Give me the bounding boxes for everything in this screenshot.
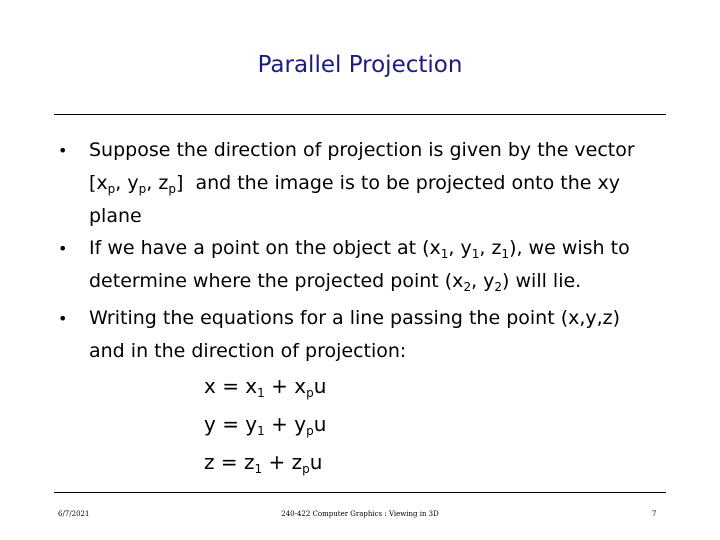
bullet-marker: • xyxy=(58,239,68,258)
title-divider xyxy=(54,114,666,115)
bullet-marker: • xyxy=(58,309,68,328)
bullet-marker: • xyxy=(58,141,68,160)
bullet-text: If we have a point on the object at ($x_1$, $y_1$, $z_1$), we wish to determine where the projected point ($x_2$, $y_2$) will lie. xyxy=(89,237,630,294)
equation-y: $y = y_1 + y_pu$ xyxy=(204,412,327,438)
bullet-text: Suppose the direction of projection is given by the vector [$x_p$, $y_p$, $z_p$] and the image is to be projected onto the xy plane xyxy=(89,139,635,227)
footer-date: 6/7/2021 xyxy=(58,510,90,518)
slide-title: Parallel Projection xyxy=(257,52,463,78)
bullet-text: Writing the equations for a line passing the point (x,y,z) and in the direction of projection: xyxy=(89,307,621,362)
equation-z: $z = z_1 + z_pu$ xyxy=(204,450,323,476)
footer-divider xyxy=(54,492,666,493)
bullet-item-3 xyxy=(58,302,658,368)
footer-page-number: 7 xyxy=(652,510,657,518)
equation-x: $x = x_1 + x_pu$ xyxy=(204,374,327,400)
bullet-item-2 xyxy=(58,232,658,298)
bullet-item-1 xyxy=(58,134,658,233)
footer-course: 240-422 Computer Graphics : Viewing in 3D xyxy=(281,510,439,518)
